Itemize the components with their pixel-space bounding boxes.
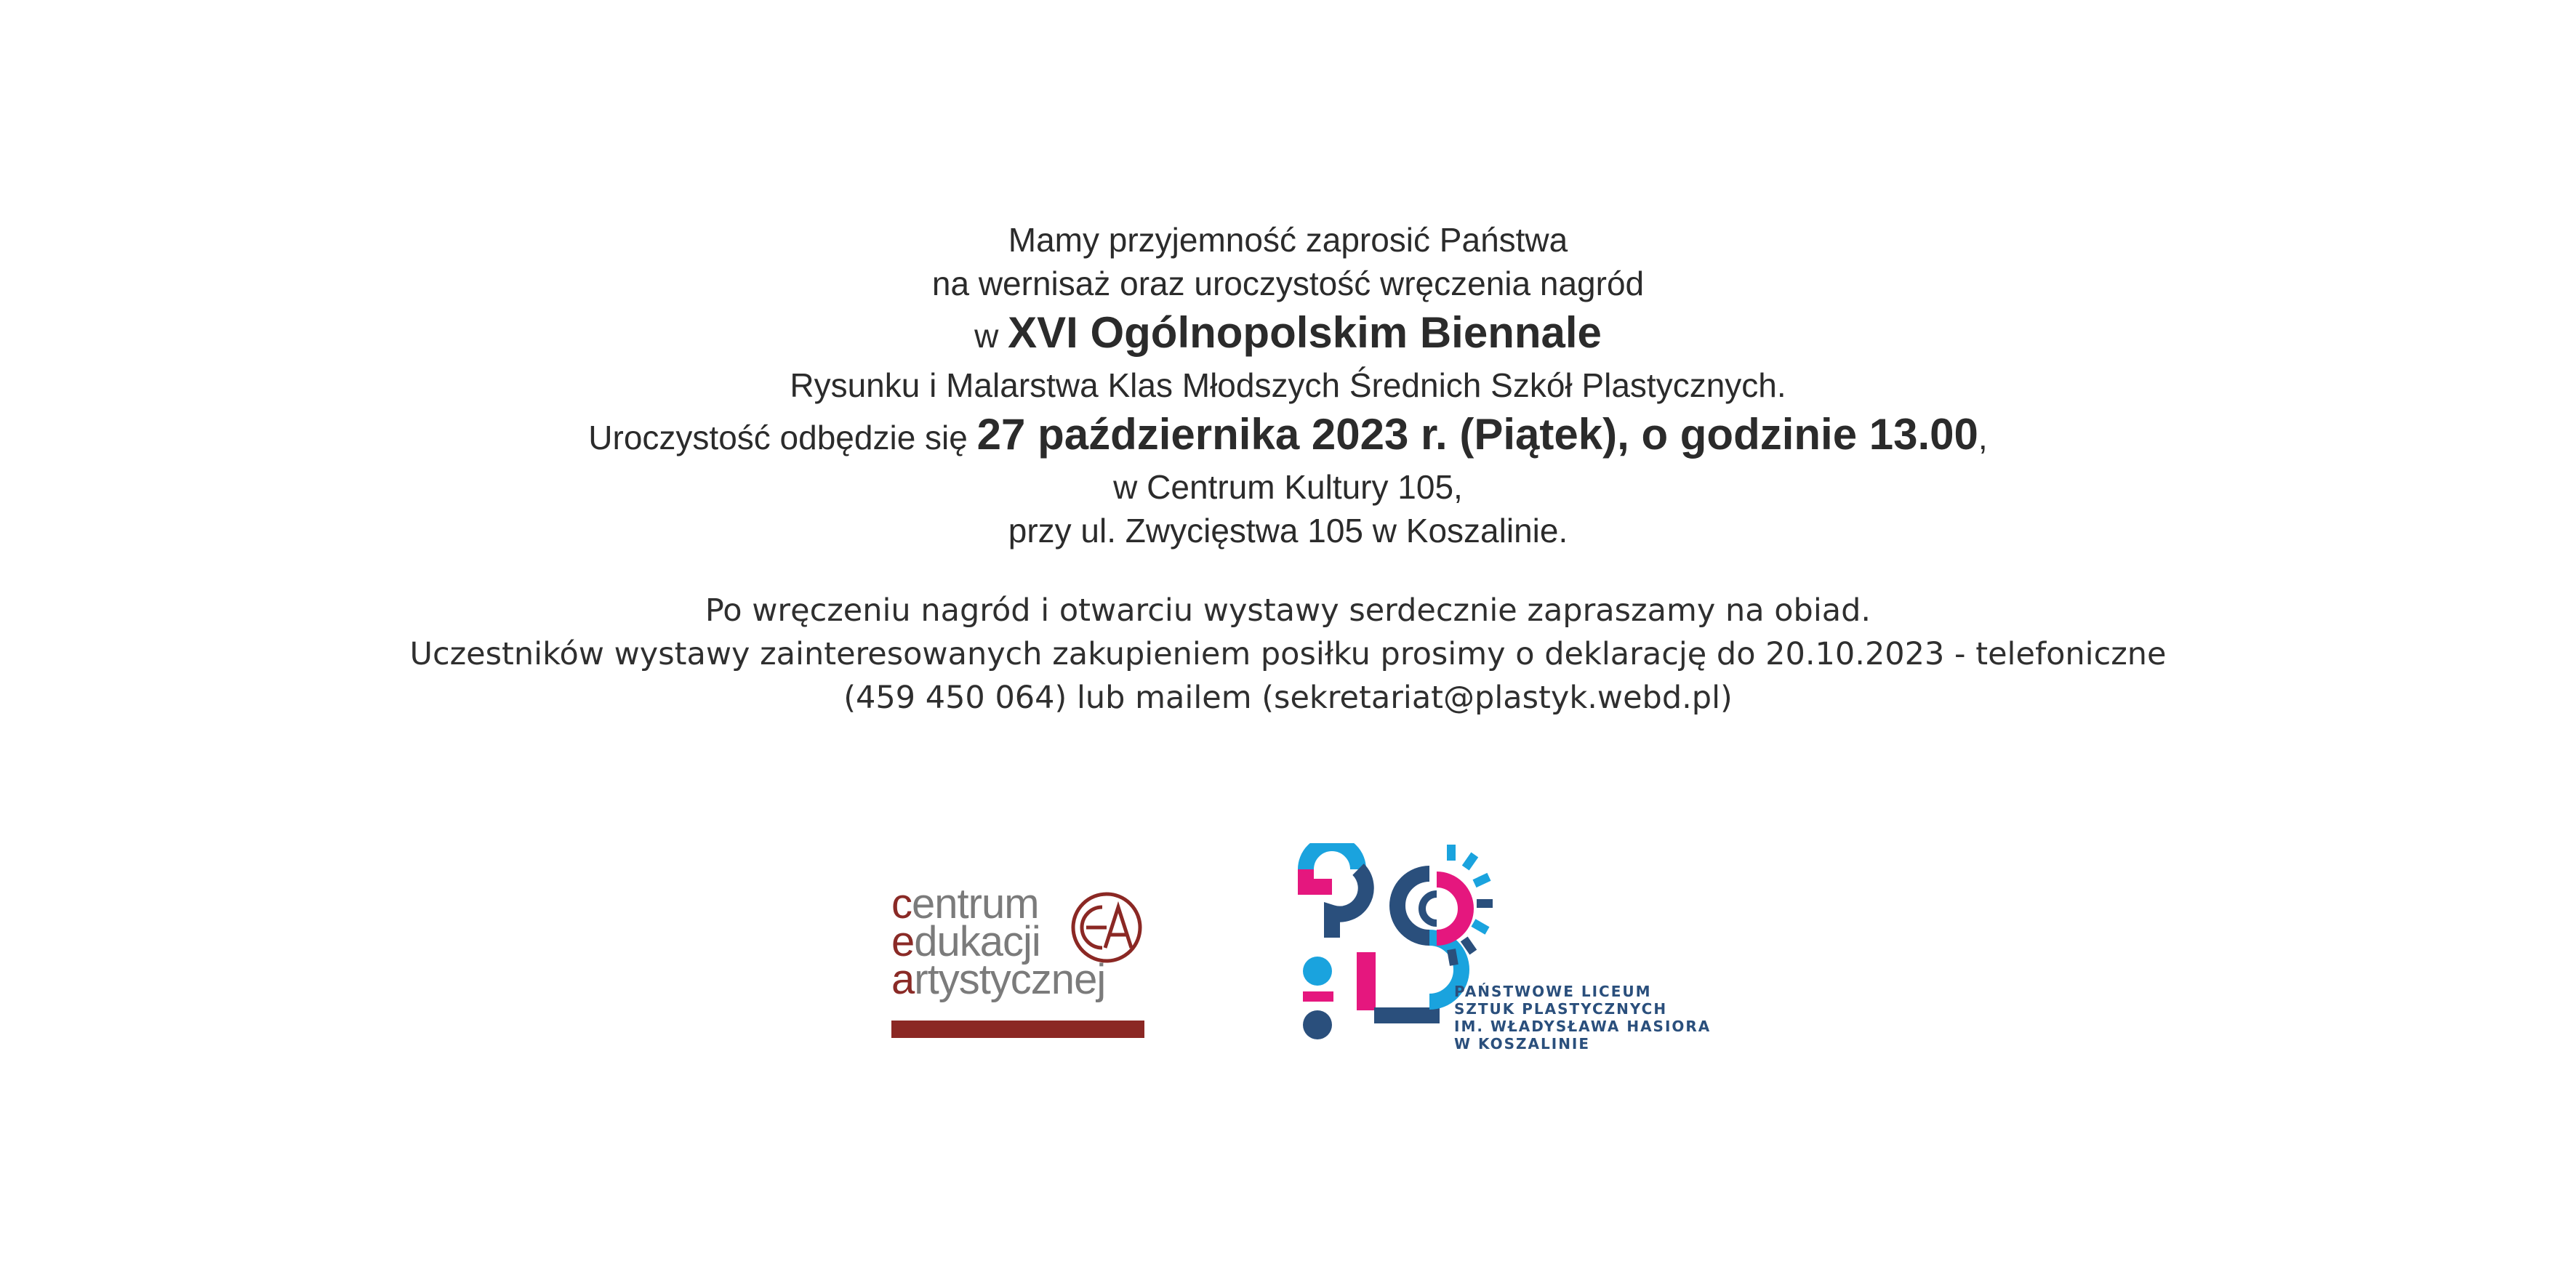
invitation-line-3 xyxy=(0,305,2576,363)
cea-underline-bar xyxy=(891,1021,1144,1038)
meal-info xyxy=(0,589,2576,720)
invitation-line-5-suffix: , xyxy=(1978,419,1988,456)
meal-line-2: Uczestników wystawy zainteresowanych zakupieniem posiłku prosimy o deklarację do 20.10.2023 - telefoniczne xyxy=(409,636,2167,672)
invitation-text xyxy=(0,218,2576,720)
event-title: XVI Ogólnopolskim Biennale xyxy=(1008,308,1602,357)
event-date: 27 października 2023 r. (Piątek), o godzinie 13.00 xyxy=(976,410,1978,459)
invitation-line-1: Mamy przyjemność zaprosić Państwa xyxy=(1008,221,1568,259)
invitation-line-4: Rysunku i Malarstwa Klas Młodszych Średnich Szkół Plastycznych. xyxy=(790,366,1786,404)
plsp-line-2: SZTUK PLASTYCZNYCH xyxy=(1454,1000,1668,1018)
cea-emblem-icon xyxy=(1066,888,1146,968)
plsp-line-1: PAŃSTWOWE LICEUM xyxy=(1454,983,1652,1000)
cea-word-centrum: centrum xyxy=(891,880,1039,927)
invitation-line-6: w Centrum Kultury 105, xyxy=(1113,468,1463,506)
cea-word-edukacji: edukacji xyxy=(891,918,1040,965)
invitation-line-2: na wernisaż oraz uroczystość wręczenia nagród xyxy=(931,265,1645,302)
plsp-logo xyxy=(1287,843,1712,1076)
meal-line-1: Po wręczeniu nagród i otwarciu wystawy serdecznie zapraszamy na obiad. xyxy=(705,592,1871,629)
plsp-line-3: IM. WŁADYSŁAWA HASIORA xyxy=(1454,1018,1712,1035)
invitation-line-3-prefix: w xyxy=(974,317,999,355)
invitation-line-5 xyxy=(0,407,2576,465)
plsp-line-4: W KOSZALINIE xyxy=(1454,1035,1591,1052)
invitation-line-5-prefix: Uroczystość odbędzie się xyxy=(588,419,968,456)
invitation-line-7: przy ul. Zwycięstwa 105 w Koszalinie. xyxy=(1008,512,1568,550)
meal-line-3: (459 450 064) lub mailem (sekretariat@plastyk.webd.pl) xyxy=(843,680,1733,716)
cea-word-artystycznej: artystycznej xyxy=(891,956,1106,1003)
cea-logo xyxy=(891,880,1146,1041)
plsp-school-name xyxy=(1454,983,1711,1052)
